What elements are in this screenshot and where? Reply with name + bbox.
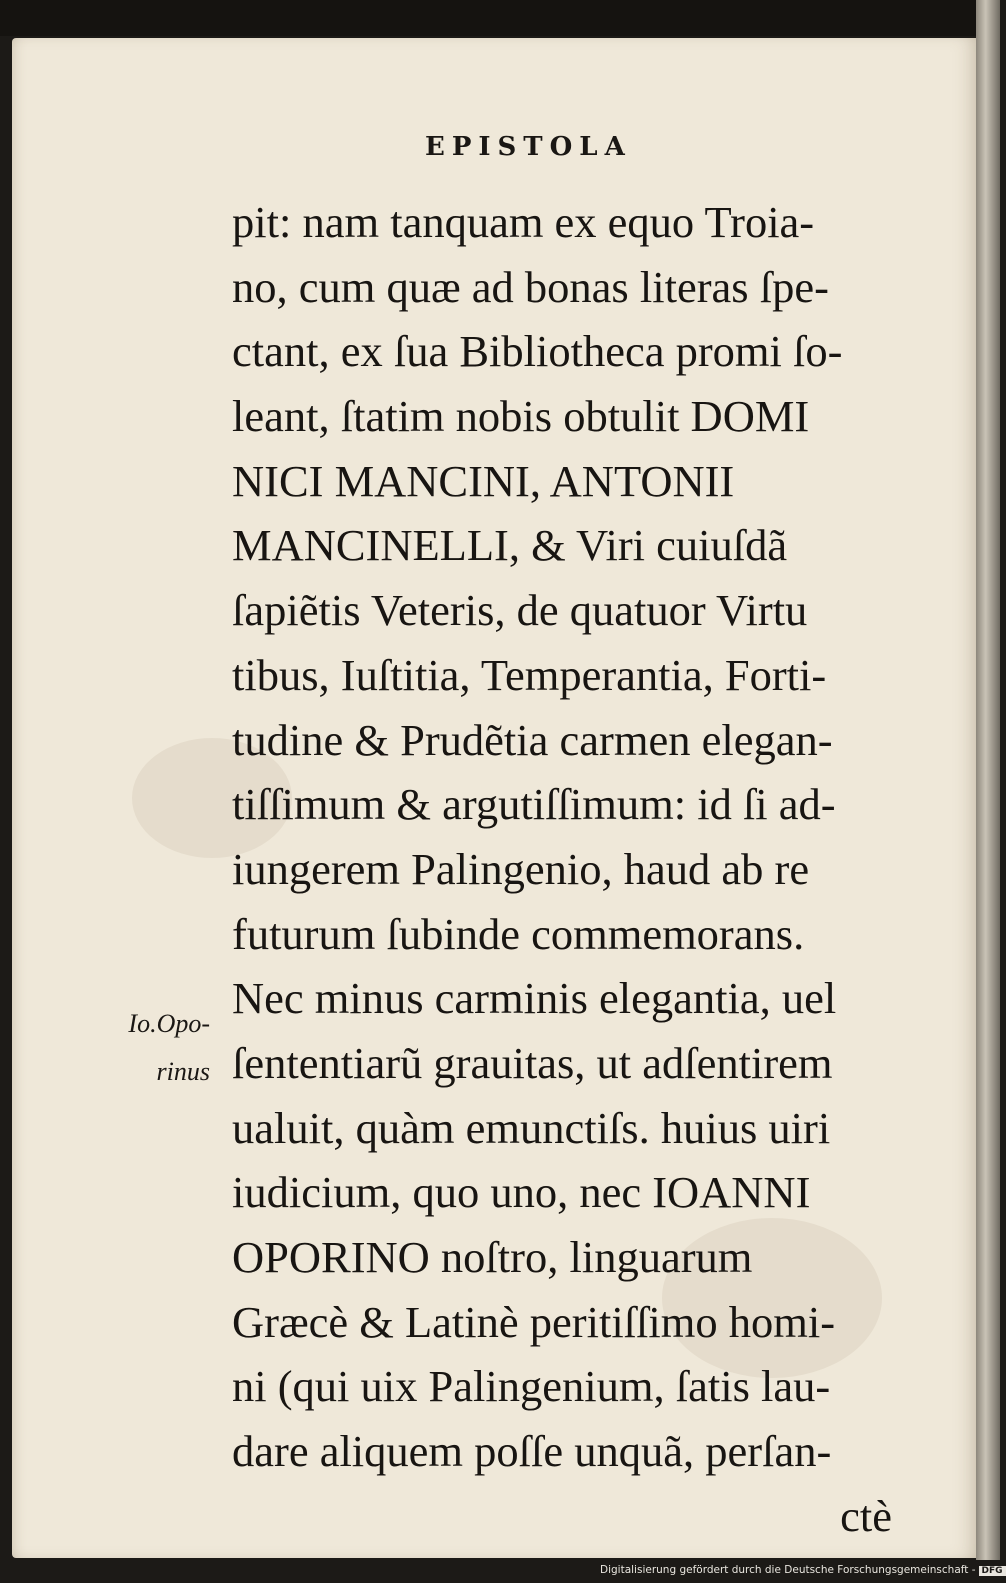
text-line: iudicium, quo uno, nec IOANNI: [232, 1167, 811, 1218]
text-line: ni (qui uix Palingenium, ſatis lau-: [232, 1361, 831, 1412]
text-line: iungerem Palingenio, haud ab re: [232, 843, 810, 894]
margin-note-line: Io.Opo-: [128, 1009, 210, 1038]
dfg-logo: DFG: [979, 1566, 1006, 1576]
text-line: futurum ſubinde commemorans.: [232, 908, 805, 959]
scan-top-border: [0, 0, 1000, 36]
text-line: ſapiẽtis Veteris, de quatuor Virtu: [232, 585, 808, 636]
text-line: Græcè & Latinè peritiſſimo homi-: [232, 1296, 836, 1347]
text-line: dare aliquem poſſe unquã, perſan-: [232, 1426, 832, 1477]
text-line: leant, ſtatim nobis obtulit DOMI: [232, 391, 810, 442]
text-line: OPORINO noſtro, linguarum: [232, 1232, 753, 1282]
body-text: [232, 190, 892, 1548]
catchword: ctè: [840, 1490, 892, 1541]
text-line: Nec minus carminis elegantia, uel: [232, 973, 837, 1024]
digitization-credit: [600, 1564, 1003, 1580]
text-line: ctant, ex ſua Bibliotheca promi ſo-: [232, 326, 843, 377]
credit-text: Digitalisierung gefördert durch die Deutsche Forschungsgemeinschaft -: [600, 1564, 976, 1576]
text-line: tiſſimum & argutiſſimum: id ſi ad-: [232, 779, 836, 830]
text-line: ſententiarũ grauitas, ut adſentirem: [232, 1037, 833, 1088]
running-header: EPISTOLA: [425, 132, 632, 162]
text-line: pit: nam tanquam ex equo Troia-: [232, 197, 815, 247]
text-line: ualuit, quàm emunctiſs. huius uiri: [232, 1102, 831, 1153]
text-line: tibus, Iuſtitia, Temperantia, Forti-: [232, 649, 827, 700]
text-line: MANCINELLI, & Viri cuiuſdã: [232, 520, 788, 571]
text-line: no, cum quæ ad bonas literas ſpe-: [232, 261, 829, 312]
margin-note: [100, 1000, 210, 1096]
text-line: tudine & Prudẽtia carmen elegan-: [232, 714, 833, 765]
margin-note-line: rinus: [156, 1057, 210, 1086]
text-line: NICI MANCINI, ANTONII: [232, 455, 735, 506]
page-edge: [976, 0, 1000, 1560]
